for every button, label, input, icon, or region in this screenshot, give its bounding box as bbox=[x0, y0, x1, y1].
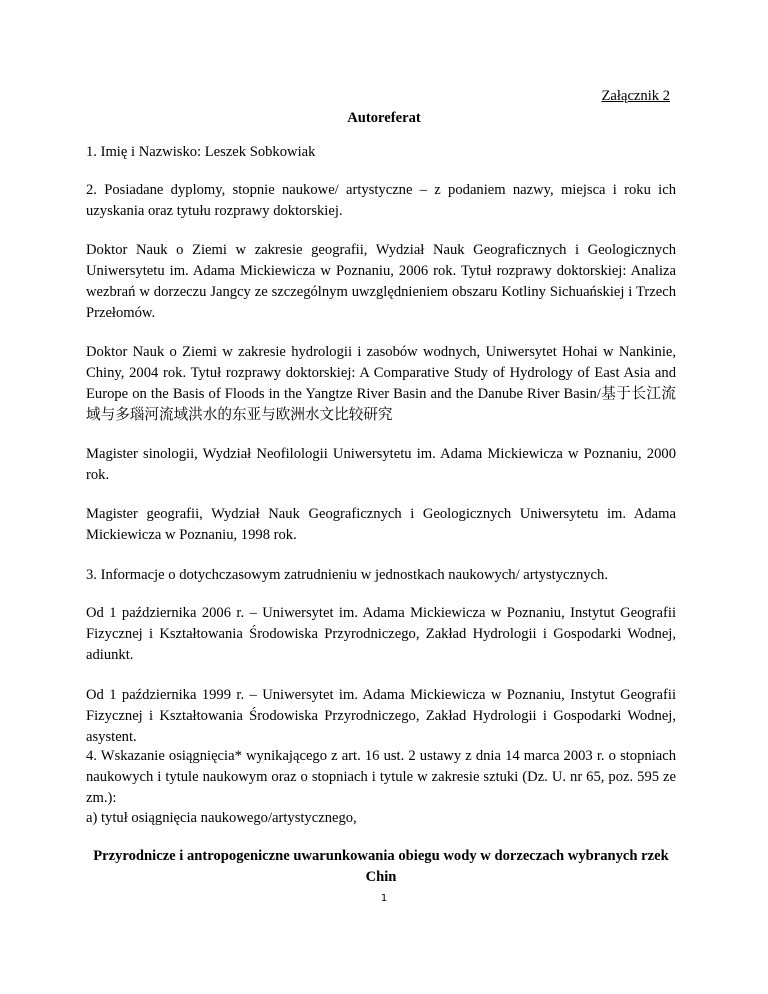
achievement-subheading: a) tytuł osiągnięcia naukowego/artystycznego, bbox=[86, 810, 357, 826]
diplomas-heading: 2. Posiadane dyplomy, stopnie naukowe/ artystyczne – z podaniem nazwy, miejsca i roku ich uzyskania oraz tytułu rozprawy doktorskiej. bbox=[86, 182, 676, 219]
diploma-entry: Magister sinologii, Wydział Neofilologii Uniwersytetu im. Adama Mickiewicza w Poznaniu, 2000 rok. bbox=[86, 446, 676, 483]
name-line: 1. Imię i Nazwisko: Leszek Sobkowiak bbox=[86, 144, 316, 160]
document-title: Autoreferat bbox=[347, 110, 421, 126]
diploma-entry: Doktor Nauk o Ziemi w zakresie hydrologii i zasobów wodnych, Uniwersytet Hohai w Nankinie, Chiny, 2004 rok. Tytuł rozprawy doktorskiej: A Comparative Study of Hydrology of East Asia and Europe on the Basis of Floods in the Yangtze River Basin and the Danube River Basin/基于长江流域与多瑙河流域洪水的东亚与欧洲水文比较研究 bbox=[86, 344, 676, 423]
employment-entry: Od 1 października 2006 r. – Uniwersytet im. Adama Mickiewicza w Poznaniu, Instytut Geografii Fizycznej i Kształtowania Środowiska Przyrodniczego, Zakład Hydrologii i Gospodarki Wodnej, adiunkt. bbox=[86, 605, 676, 663]
achievement-heading: 4. Wskazanie osiągnięcia* wynikającego z art. 16 ust. 2 ustawy z dnia 14 marca 2003 r. o stopniach naukowych i tytule naukowym oraz o stopniach i tytule w zakresie sztuki (Dz. U. nr 65, poz. 595 ze zm.): bbox=[86, 748, 676, 806]
employment-heading: 3. Informacje o dotychczasowym zatrudnieniu w jednostkach naukowych/ artystycznych. bbox=[86, 567, 608, 583]
diploma-entry: Doktor Nauk o Ziemi w zakresie geografii, Wydział Nauk Geograficznych i Geologicznych Uniwersytetu im. Adama Mickiewicza w Poznaniu, 2006 rok. Tytuł rozprawy doktorskiej: Analiza wezbrań w dorzeczu Jangcy ze szczególnym uwzględnieniem obszaru Kotliny Sichuańskiej i Trzech Przełomów. bbox=[86, 242, 676, 321]
achievement-title: Przyrodnicze i antropogeniczne uwarunkowania obiegu wody w dorzeczach wybranych rzek Chin bbox=[93, 848, 669, 885]
diploma-entry: Magister geografii, Wydział Nauk Geograficznych i Geologicznych Uniwersytetu im. Adama Mickiewicza w Poznaniu, 1998 rok. bbox=[86, 506, 676, 543]
employment-entry: Od 1 października 1999 r. – Uniwersytet im. Adama Mickiewicza w Poznaniu, Instytut Geografii Fizycznej i Kształtowania Środowiska Przyrodniczego, Zakład Hydrologii i Gospodarki Wodnej, asystent. bbox=[86, 687, 676, 745]
page-number: 1 bbox=[380, 893, 388, 904]
annex-label: Załącznik 2 bbox=[601, 88, 670, 104]
